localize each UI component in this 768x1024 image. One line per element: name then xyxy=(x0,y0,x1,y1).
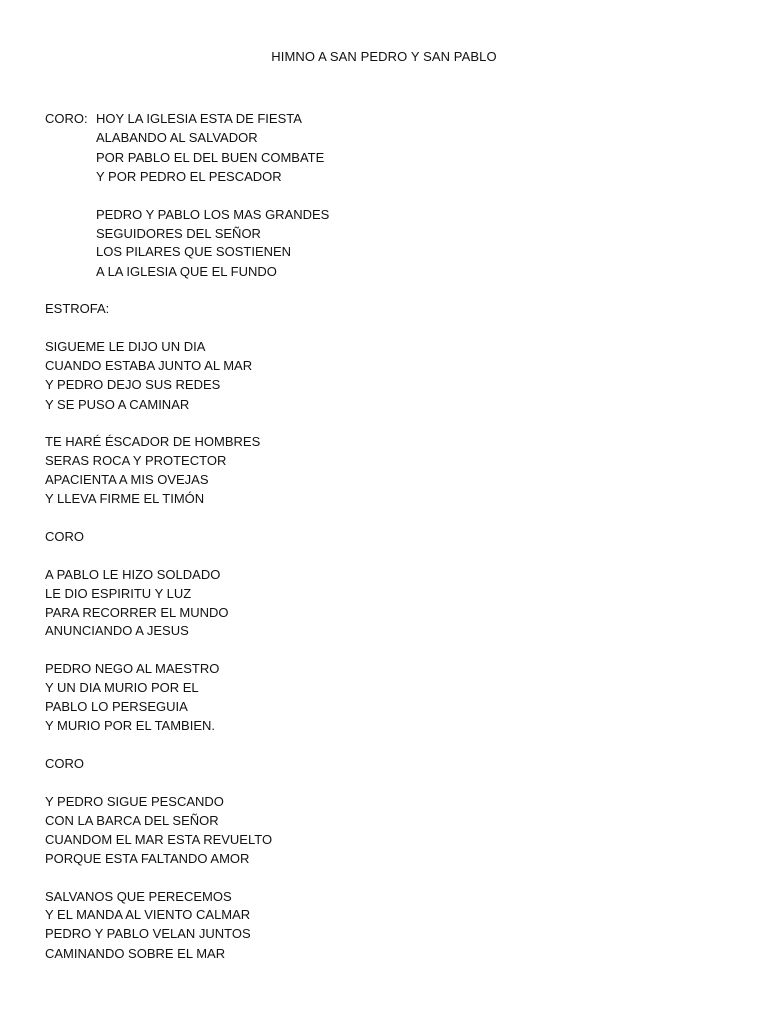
coro-line: POR PABLO EL DEL BUEN COMBATE xyxy=(96,150,325,165)
coro-line: HOY LA IGLESIA ESTA DE FIESTA xyxy=(96,111,302,126)
stanza-line: TE HARÉ ÉSCADOR DE HOMBRES xyxy=(45,434,261,449)
stanza-line: PEDRO Y PABLO VELAN JUNTOS xyxy=(45,926,251,941)
stanza-line: PARA RECORRER EL MUNDO xyxy=(45,605,229,620)
stanza-line: LE DIO ESPIRITU Y LUZ xyxy=(45,586,192,601)
coro-reference: CORO xyxy=(45,529,84,544)
stanza-line: Y LLEVA FIRME EL TIMÓN xyxy=(45,491,205,506)
coro-label: CORO: xyxy=(45,111,88,126)
estrofa-label: ESTROFA: xyxy=(45,301,110,316)
stanza-line: SIGUEME LE DIJO UN DIA xyxy=(45,339,206,354)
stanza-line: SALVANOS QUE PERECEMOS xyxy=(45,889,232,904)
stanza-line: Y UN DIA MURIO POR EL xyxy=(45,680,199,695)
stanza-line: PABLO LO PERSEGUIA xyxy=(45,699,188,714)
document-title: HIMNO A SAN PEDRO Y SAN PABLO xyxy=(271,49,497,64)
stanza-line: Y PEDRO SIGUE PESCANDO xyxy=(45,794,224,809)
coro-line: SEGUIDORES DEL SEÑOR xyxy=(96,226,261,241)
coro-line: A LA IGLESIA QUE EL FUNDO xyxy=(96,264,277,279)
stanza-line: SERAS ROCA Y PROTECTOR xyxy=(45,453,227,468)
stanza-line: A PABLO LE HIZO SOLDADO xyxy=(45,567,221,582)
stanza-line: CAMINANDO SOBRE EL MAR xyxy=(45,946,226,961)
stanza-line: PORQUE ESTA FALTANDO AMOR xyxy=(45,851,250,866)
stanza-line: APACIENTA A MIS OVEJAS xyxy=(45,472,209,487)
coro-line: Y POR PEDRO EL PESCADOR xyxy=(96,169,282,184)
stanza-line: Y MURIO POR EL TAMBIEN. xyxy=(45,718,215,733)
stanza-line: CUANDO ESTABA JUNTO AL MAR xyxy=(45,358,253,373)
coro-line: ALABANDO AL SALVADOR xyxy=(96,130,258,145)
coro-reference: CORO xyxy=(45,756,84,771)
stanza-line: Y PEDRO DEJO SUS REDES xyxy=(45,377,221,392)
stanza-line: Y SE PUSO A CAMINAR xyxy=(45,397,190,412)
stanza-line: Y EL MANDA AL VIENTO CALMAR xyxy=(45,907,251,922)
stanza-line: CON LA BARCA DEL SEÑOR xyxy=(45,813,219,828)
coro-line: PEDRO Y PABLO LOS MAS GRANDES xyxy=(96,207,330,222)
stanza-line: CUANDOM EL MAR ESTA REVUELTO xyxy=(45,832,273,847)
coro-line: LOS PILARES QUE SOSTIENEN xyxy=(96,244,292,259)
stanza-line: ANUNCIANDO A JESUS xyxy=(45,623,189,638)
stanza-line: PEDRO NEGO AL MAESTRO xyxy=(45,661,220,676)
